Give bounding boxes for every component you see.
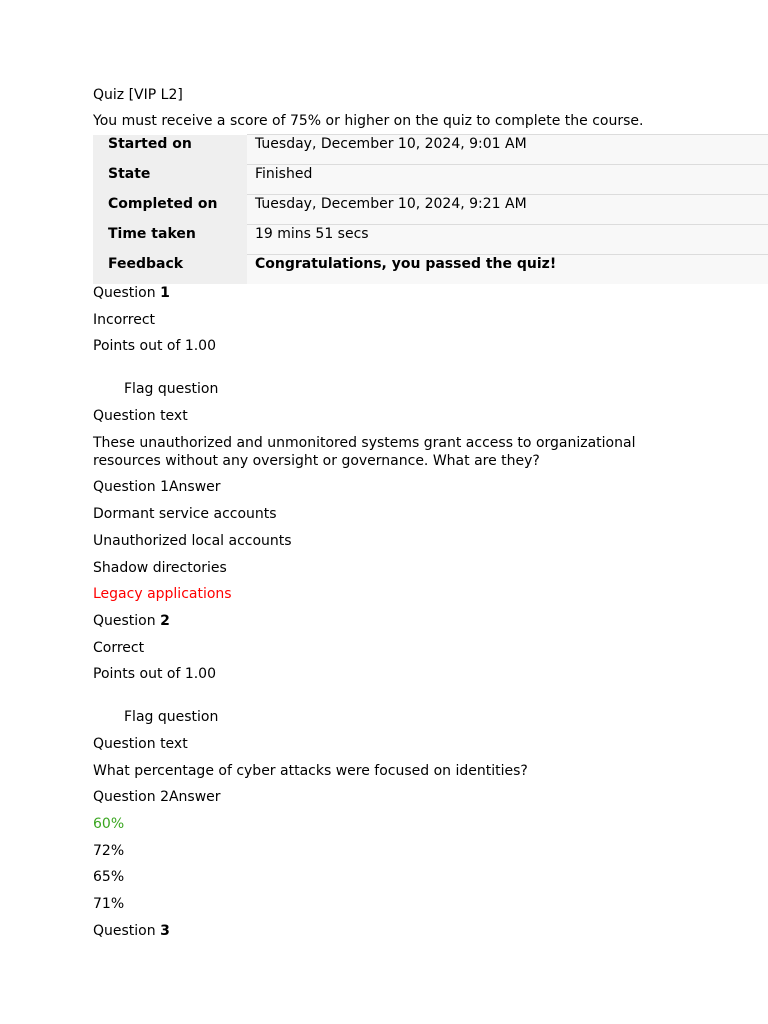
question-prefix: Question (93, 285, 161, 301)
question-points: Points out of 1.00 (93, 338, 216, 355)
question-points: Points out of 1.00 (93, 666, 216, 683)
summary-value: Finished (247, 165, 768, 195)
question-text-label: Question text (93, 408, 188, 425)
question-3 (93, 922, 768, 940)
summary-label: Time taken (93, 225, 247, 255)
question-2 (93, 612, 768, 913)
summary-label: Completed on (93, 195, 247, 225)
question-text: What percentage of cyber attacks were focused on identities? (93, 762, 528, 779)
answer-option[interactable]: 71% (93, 896, 125, 913)
answer-label: Question 1Answer (93, 479, 221, 496)
question-text: These unauthorized and unmonitored systems grant access to organizational resources without any oversight or governance. What are they? (93, 434, 636, 469)
question-status: Incorrect (93, 311, 156, 328)
summary-label: Started on (93, 135, 247, 165)
question-status: Correct (93, 639, 145, 656)
answer-option-selected-incorrect[interactable]: Legacy applications (93, 586, 232, 603)
flag-question-link[interactable]: Flag question (124, 381, 219, 398)
question-number: 2 (160, 612, 170, 629)
question-1 (93, 284, 768, 603)
summary-label: Feedback (93, 255, 247, 285)
quiz-intro: You must receive a score of 75% or higher on the quiz to complete the course. (93, 113, 644, 129)
question-number: 1 (160, 285, 170, 301)
question-heading (93, 612, 768, 630)
question-text-label: Question text (93, 735, 188, 752)
quiz-review-page (93, 86, 768, 948)
answer-option[interactable]: 65% (93, 869, 125, 886)
question-number: 3 (160, 922, 170, 939)
quiz-title: Quiz [VIP L2] (93, 87, 183, 103)
summary-value: Tuesday, December 10, 2024, 9:21 AM (247, 195, 768, 225)
summary-value: Tuesday, December 10, 2024, 9:01 AM (247, 135, 768, 165)
question-prefix: Question (93, 612, 161, 629)
answer-option-selected-correct[interactable]: 60% (93, 816, 125, 832)
attempt-summary-table (93, 134, 768, 284)
flag-question-link[interactable]: Flag question (124, 709, 219, 726)
summary-row (93, 195, 768, 225)
answer-option[interactable]: 72% (93, 842, 125, 859)
summary-row (93, 255, 768, 285)
summary-label: State (93, 165, 247, 195)
answer-option[interactable]: Dormant service accounts (93, 506, 277, 523)
summary-value: Congratulations, you passed the quiz! (247, 255, 768, 285)
answer-option[interactable]: Unauthorized local accounts (93, 532, 292, 549)
answer-option[interactable]: Shadow directories (93, 559, 227, 576)
answer-label: Question 2Answer (93, 789, 221, 806)
question-heading (93, 284, 768, 302)
summary-row (93, 165, 768, 195)
summary-value: 19 mins 51 secs (247, 225, 768, 255)
question-prefix: Question (93, 922, 161, 939)
summary-row (93, 225, 768, 255)
summary-row (93, 135, 768, 165)
question-heading (93, 922, 768, 940)
